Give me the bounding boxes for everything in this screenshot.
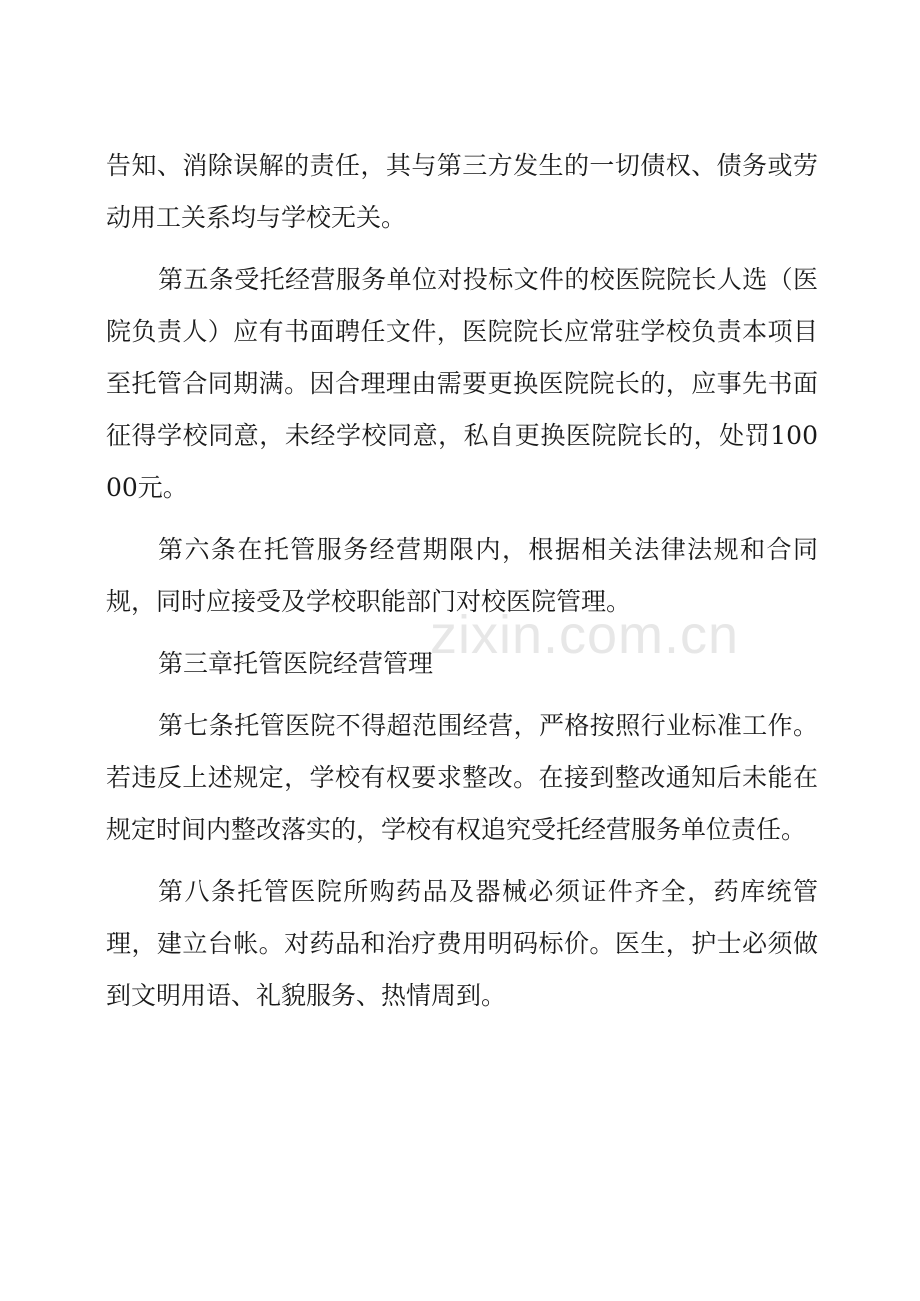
- chapter-heading: 第三章托管医院经营管理: [158, 649, 434, 678]
- paragraph-continuation: 告知、消除误解的责任，其与第三方发生的一切债权、债务或劳动用工关系均与学校无关。: [106, 151, 818, 232]
- paragraph-article-5: 第五条受托经营服务单位对投标文件的校医院院长人选（医院负责人）应有书面聘任文件，医院院长应常驻学校负责本项目至托管合同期满。因合理理由需要更换医院院长的，应事先书面征得学校同意，未经学校同意，私自更换医院院长的，处罚10000元。: [106, 265, 818, 502]
- document-body: [106, 140, 818, 1022]
- paragraph-article-8: 第八条托管医院所购药品及器械必须证件齐全，药库统管理，建立台帐。对药品和治疗费用明码标价。医生，护士必须做到文明用语、礼貌服务、热情周到。: [106, 877, 818, 1010]
- paragraph-article-7: 第七条托管医院不得超范围经营，严格按照行业标准工作。若违反上述规定，学校有权要求整改。在接到整改通知后未能在规定时间内整改落实的，学校有权追究受托经营服务单位责任。: [106, 711, 818, 844]
- watermark: zixin.com.cn: [430, 605, 740, 665]
- paragraph-article-6: 第六条在托管服务经营期限内，根据相关法律法规和合同规，同时应接受及学校职能部门对校医院管理。: [106, 535, 818, 616]
